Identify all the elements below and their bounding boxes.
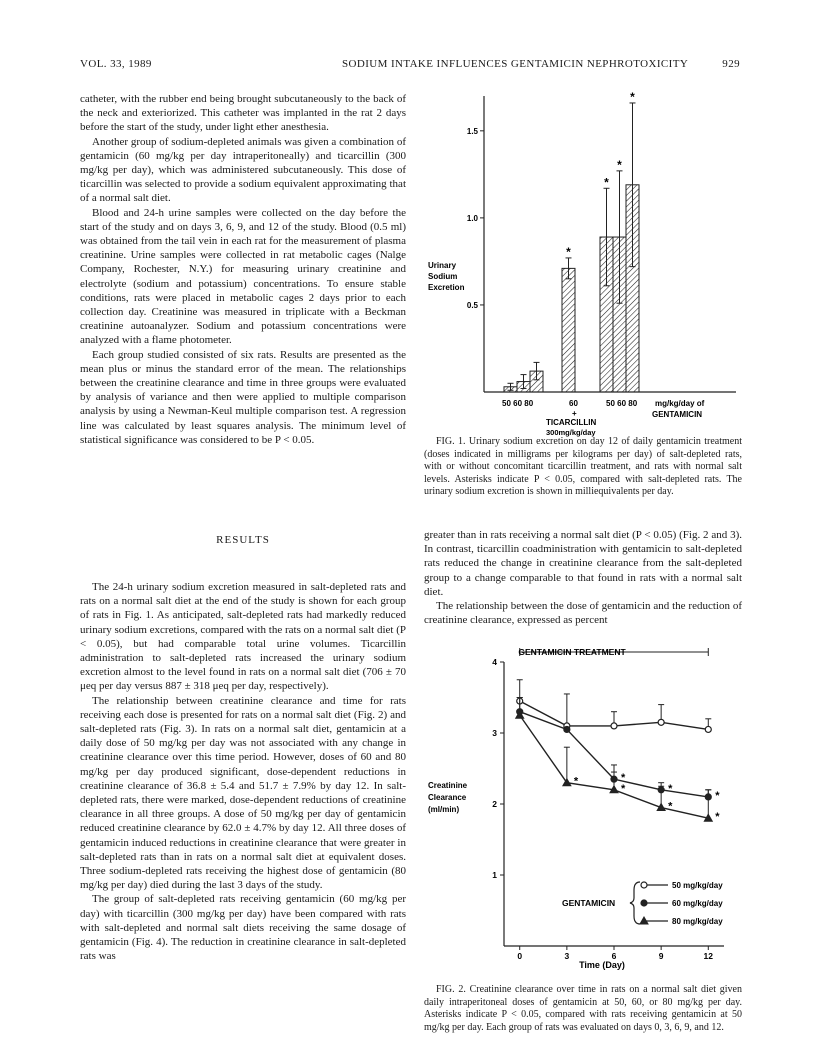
fig1-ylabel-line: Urinary [428, 261, 457, 270]
right-column-paragraphs [424, 528, 742, 627]
fig1-xlabel-group1: 50 60 80 [502, 399, 534, 408]
fig2-significance-asterisk: * [715, 811, 720, 824]
paragraph: Blood and 24-h urine samples were collected on the day before the start of the study and on days 3, 6, 9, and 12 of the study. Blood (0.5 ml) was obtained from the tail vein in each rat for the measurement of plasma creatinine. Urine samples were collected in rat metabolic cages (Nalge Company, Rochester, N.Y.) for measuring urinary creatinine and electrolyte (sodium and potassium) concentrations. To ensure stable conditions, rats were placed in metabolic cages 2 days prior to each collection day. Creatinine was measured in triplicate with a Beckman creatinine autoanalyzer. Sodium and potassium concentrations were analyzed with a flame photometer. [80, 206, 406, 347]
paragraph: The relationship between the dose of gentamicin and the reduction of creatinine clearance, expressed as percent [424, 600, 742, 627]
fig2-legend-marker [641, 900, 647, 906]
fig1-significance-asterisk: * [617, 157, 622, 172]
left-column-results [80, 580, 406, 963]
fig2-y-tick-label: 4 [492, 657, 497, 667]
fig2-legend-entry: 50 mg/kg/day [672, 881, 723, 890]
fig1-significance-asterisk: * [566, 244, 571, 259]
fig1-xlabel-group3: 50 60 80 [606, 399, 638, 408]
results-heading: RESULTS [216, 534, 270, 546]
running-header [80, 58, 740, 76]
paragraph: catheter, with the rubber end being brought subcutaneously to the back of the neck and exteriorized. This catheter was implanted in the rat 2 days before the start of the study, under light ether anesthesia. [80, 93, 406, 134]
fig2-data-point [658, 719, 664, 725]
fig2-legend-title: GENTAMICIN [562, 898, 616, 908]
figure1-caption-text: FIG. 1. Urinary sodium excretion on day 12 of daily gentamicin treatment (doses indicated in milligrams per kilograms per day) of salt-depleted rats, with or without concomitant ticarcillin treatment, and rats with normal salt levels. Asterisks indicate P < 0.05, compared with salt-depleted rats. The urinary sodium excretion is shown in milliequivalents per day. [424, 436, 742, 498]
fig1-bar [562, 268, 575, 392]
fig2-significance-asterisk: * [715, 789, 720, 802]
fig1-y-tick-label: 1.0 [466, 213, 478, 223]
fig1-xlabel-group2-dose2: 300mg/kg/day [546, 428, 596, 437]
fig2-ylabel-line: Clearance [428, 793, 467, 802]
fig2-data-point [705, 726, 711, 732]
fig1-significance-asterisk: * [630, 89, 635, 104]
fig1-xlabel-group3-units: mg/kg/day of [655, 399, 705, 408]
fig2-significance-asterisk: * [668, 800, 673, 813]
fig2-y-tick-label: 2 [492, 799, 497, 809]
fig1-xlabel-group2-plus: + [572, 409, 577, 418]
fig1-y-tick-label: 0.5 [466, 300, 478, 310]
figure2-caption-text: FIG. 2. Creatinine clearance over time in rats on a normal salt diet given daily intraperitoneal doses of gentamicin at 50, 60, or 80 mg/kg per day. Asterisks indicate P < 0.05, compared with rats receiving gentamicin at 50 mg/kg per day. Each group of rats was evaluated on days 0, 3, 6, 9, and 12. [424, 984, 742, 1033]
fig2-x-tick-label: 12 [703, 951, 714, 961]
fig2-legend-brace [630, 882, 640, 924]
fig2-y-tick-label: 3 [492, 728, 497, 738]
fig2-x-tick-label: 6 [611, 951, 617, 961]
figure2-line-chart [424, 648, 742, 978]
fig1-ylabel-line: Sodium [428, 272, 458, 281]
paragraph: Each group studied consisted of six rats. Results are presented as the mean plus or minus the standard error of the mean. The relationships between the creatinine clearance and time in three groups were evaluated by analysis of variance and then were applied to multiple comparison analysis by using a Newman-Keul multiple comparison test. A regression line was calculated by least squares analysis. The minimum level of statistical significance was considered to be P < 0.05. [80, 348, 406, 446]
fig2-legend-entry: 80 mg/kg/day [672, 917, 723, 926]
fig2-legend-marker [641, 882, 647, 888]
fig2-significance-asterisk: * [573, 775, 579, 788]
fig2-y-tick-label: 1 [492, 870, 497, 880]
left-column-methods [80, 92, 406, 447]
figure2-caption [424, 984, 742, 1034]
figure1-caption [424, 436, 742, 499]
paragraph: Another group of sodium-depleted animals was given a combination of gentamicin (60 mg/kg per day intraperitoneally) and ticarcillin (300 mg/kg per day), which was administered subcutaneously. This dose of ticarcillin was selected to provide a sodium equivalent approximating that of a normal salt diet. [80, 135, 406, 205]
paragraph: greater than in rats receiving a normal salt diet (P < 0.05) (Fig. 2 and 3). In contrast, ticarcillin coadministration with gentamicin to salt-depleted rats reduced the change in creatinine clearance from the salt-depleted group to a change comparable to that found in rats with a normal salt diet. [424, 529, 742, 598]
figure1-bar-chart [424, 89, 742, 437]
fig2-legend-entry: 60 mg/kg/day [672, 899, 723, 908]
fig2-ylabel-line: (ml/min) [428, 805, 460, 814]
paragraph: The 24-h urinary sodium excretion measured in salt-depleted rats and rats on a normal salt diet at the end of the study is shown for each group of rats in Fig. 1. As anticipated, salt-depleted rats had markedly reduced urinary sodium excretions, compared with the rats on a normal salt diet (P < 0.05), but had comparable total urine volumes. Ticarcillin administration to salt-depleted rats increased the urinary sodium excretion almost to the level found in rats on a normal salt diet (706 ± 70 μeq per day versus 887 ± 318 μeq per day, respectively). [80, 581, 406, 693]
fig2-significance-asterisk: * [668, 782, 673, 795]
fig2-ylabel-line: Creatinine [428, 781, 468, 790]
fig2-data-point [611, 723, 617, 729]
paragraph: The relationship between creatinine clearance and time for rats receiving each dose is presented for rats on a normal salt diet (Fig. 2) and salt-depleted rats (Fig. 3). In rats on a normal salt diet, gentamicin at a daily dose of 50 mg/kg per day was not associated with any change in creatinine clearance over this time period. However, doses of 60 and 80 mg/kg per day produced significant, dose-dependent reductions in creatinine clearance of 36.8 ± 5.4 and 51.7 ± 7.9% by day 12. In salt-depleted rats, there were marked, dose-dependent reductions of creatinine clearance in all three groups. A dose of 50 mg/kg per day of gentamicin reduced creatinine clearance by 62.0 ± 4.7% by day 12. All three doses of gentamicin induced reductions in creatinine clearance that were greater in salt-depleted rats than in rats on a normal salt diet at equivalent doses. Three sodium-depleted rats receiving the highest dose of gentamicin (80 mg/kg per day) died during the last 3 days of the study. [80, 694, 406, 892]
fig2-x-tick-label: 9 [658, 951, 664, 961]
fig2-treatment-label: GENTAMICIN TREATMENT [518, 647, 626, 657]
fig2-significance-asterisk: * [621, 782, 626, 795]
fig2-xlabel: Time (Day) [579, 960, 625, 970]
fig1-xlabel-group2-drug: TICARCILLIN [546, 418, 597, 427]
running-title: SODIUM INTAKE INFLUENCES GENTAMICIN NEPHROTOXICITY [342, 58, 689, 70]
paragraph: The group of salt-depleted rats receiving gentamicin (60 mg/kg per day) with ticarcillin (300 mg/kg per day) have been compared with rats with salt-depleted and normal salt diets receiving the same dosage of gentamicin (Fig. 4). The reduction in creatinine clearance in salt-depleted rats was [80, 893, 406, 963]
fig2-significance-asterisk: * [621, 772, 626, 785]
page-number: 929 [722, 58, 740, 70]
fig1-xlabel-group3-drug: GENTAMICIN [652, 410, 703, 419]
volume-label: VOL. 33, 1989 [80, 58, 152, 70]
fig2-x-tick-label: 3 [564, 951, 570, 961]
fig1-ylabel-line: Excretion [428, 283, 465, 292]
fig1-significance-asterisk: * [604, 175, 609, 190]
fig1-y-tick-label: 1.5 [466, 126, 478, 136]
fig1-xlabel-group2-dose: 60 [569, 399, 578, 408]
fig2-x-tick-label: 0 [517, 951, 523, 961]
fig2-data-point [564, 726, 570, 732]
